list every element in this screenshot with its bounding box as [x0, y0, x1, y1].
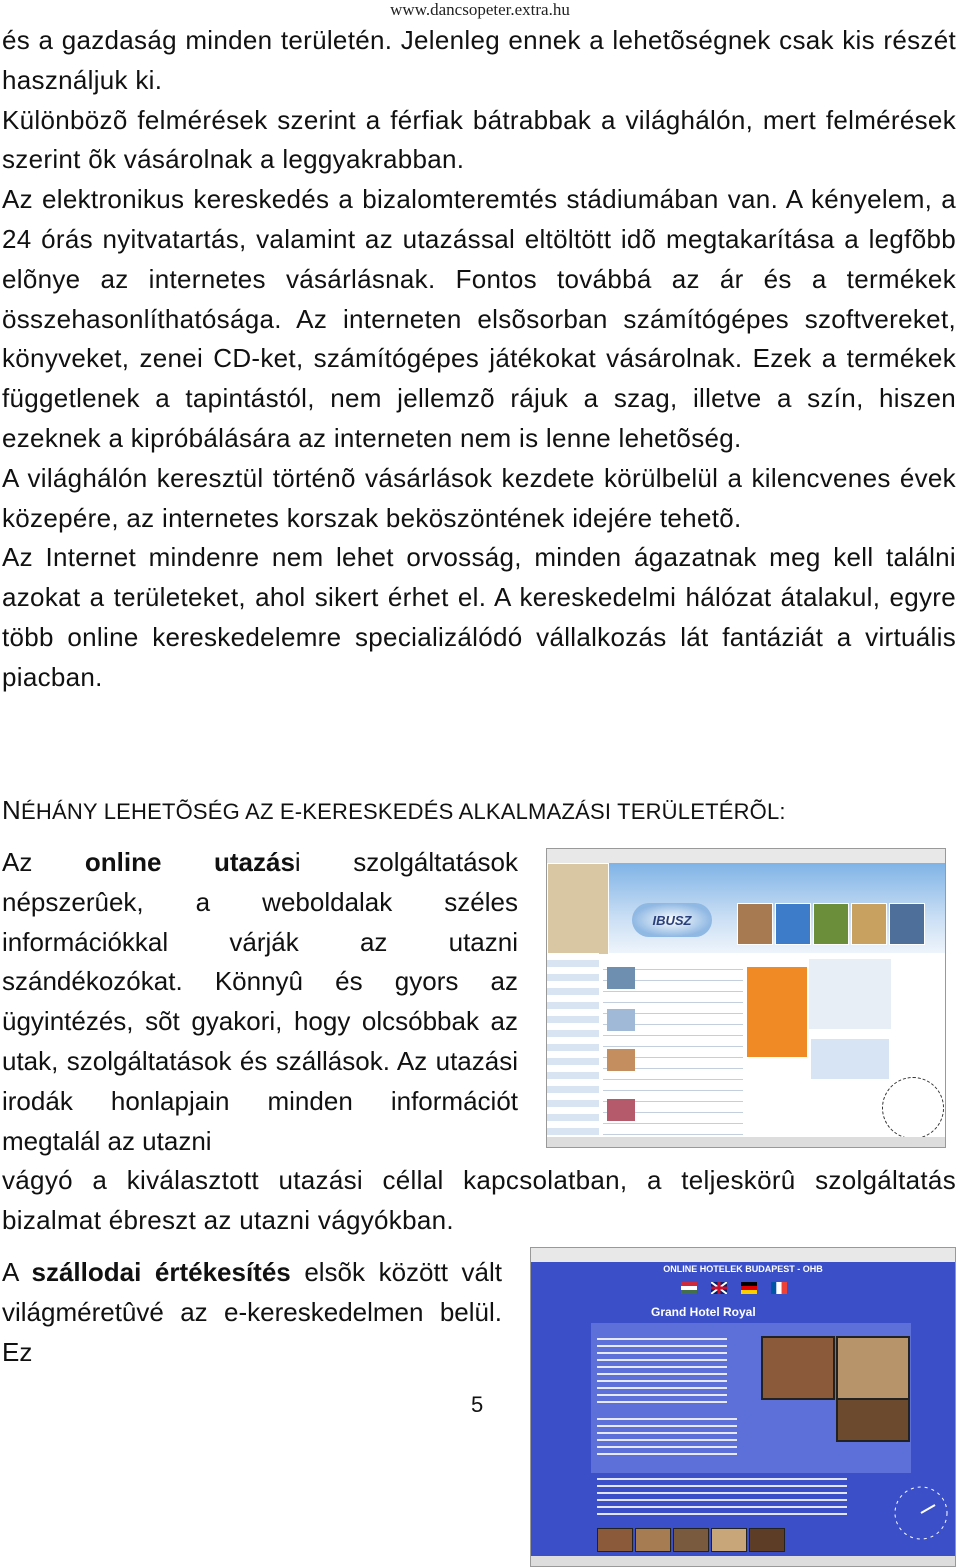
thumb-1 [597, 1528, 633, 1552]
browser-toolbar [531, 1248, 955, 1263]
browser-status-bar [547, 1137, 945, 1147]
ibusz-logo [632, 903, 712, 937]
ohb-banner: ONLINE HOTELEK BUDAPEST - OHB [663, 1264, 823, 1274]
uk-flag-icon [711, 1282, 727, 1294]
hotel-text: elsõk között vált világméretûvé az e-kereskedelmen belül. Ez [2, 1257, 502, 1367]
ski-photo [547, 863, 609, 955]
travel-bold-utazas: utazás [214, 847, 295, 877]
german-flag-icon [741, 1282, 757, 1294]
heading-initial: N [2, 795, 21, 825]
ibusz-sidebar-menu [547, 953, 599, 1148]
thumb-photo-4 [851, 903, 887, 945]
room-photo-2 [836, 1336, 910, 1400]
right-panel [811, 1039, 889, 1079]
ibusz-website-screenshot [546, 848, 946, 1148]
paragraph-1: és a gazdaság minden területén. Jelenleg ennek a lehetõségnek csak kis részét használjuk ki. [2, 25, 956, 95]
thumb-photo-1 [737, 903, 773, 945]
paragraph-5: Az Internet mindenre nem lehet orvosság, minden ágazatnak meg kell találni azokat a területeket, ahol sikert érhet el. A kereskedelmi hálózat átalakul, egyre több online kereskedelemre specializálódó vállalkozás lát fantáziát a virtuális piacban. [2, 542, 956, 692]
room-photo-1 [761, 1336, 835, 1400]
paragraph-4: A világhálón keresztül történõ vásárlások kezdete körülbelül a kilencvenes évek közepére, az internetes korszak beköszöntének idejére tehetõ. [2, 462, 956, 533]
content-thumb-4 [607, 1099, 635, 1121]
body-text [2, 21, 956, 698]
thumb-photo-2 [775, 903, 811, 945]
thumb-4 [711, 1528, 747, 1552]
hotel-details-text [597, 1338, 727, 1408]
content-thumb-2 [607, 1009, 635, 1031]
paragraph-2: Különbözõ felmérések szerint a férfiak bátrabbak a világhálón, mert felmérések szerint õk vásárolnak a leggyakrabban. [2, 104, 956, 175]
logo-icon [632, 903, 712, 937]
page-header-url: www.dancsopeter.extra.hu [390, 0, 570, 19]
travel-bold-online: online [84, 847, 162, 877]
thumb-3 [673, 1528, 709, 1552]
section-heading [2, 795, 786, 826]
travel-continuation: vágyó a kiválasztott utazási céllal kapcsolatban, a teljeskörû szolgáltatás bizalmat ébreszt az utazni vágyókban. [2, 1165, 956, 1235]
browser-toolbar [547, 849, 945, 864]
paragraph-3: Az elektronikus kereskedés a bizalomteremtés stádiumában van. A kényelem, a 24 órás nyitvatartás, valamint az utazással eltöltött idõ megtakarítása a legfõbb elõnye az internetes vásárlásnak. Fontos továbbá az ár és a termékek összehasonlíthatósága. Az interneten elsõsorban számítógépes szoftvereket, könyveket, zenei CD-ket, számítógépes játékokat vásárolnak. Ezek a termékek függetlenek a tapintástól, nem jellemzõ rájuk a szag, illetve a szín, hiszen ezeknek a kipróbálására az interneten nem is lenne lehetõség. [2, 184, 956, 453]
french-flag-icon [771, 1282, 787, 1294]
content-thumb-1 [607, 967, 635, 989]
clock-icon [882, 1077, 944, 1139]
thumb-photo-3 [813, 903, 849, 945]
ibusz-promo-box [747, 967, 807, 1057]
thumb-2 [635, 1528, 671, 1552]
hungarian-flag-icon [681, 1282, 697, 1294]
hotel-name: Grand Hotel Royal [651, 1305, 756, 1319]
travel-paragraph [2, 843, 518, 1161]
heading-rest: ÉHÁNY LEHETÕSÉG AZ E-KERESKEDÉS ALKALMAZÁSI TERÜLETÉRÕL: [20, 799, 786, 824]
hotel-paragraph [2, 1253, 502, 1372]
hotel-prefix: A [2, 1257, 32, 1287]
content-thumb-3 [607, 1049, 635, 1071]
room-photo-3 [836, 1398, 910, 1442]
hotel-bold: szállodai értékesítés [31, 1257, 291, 1287]
booking-links [597, 1418, 737, 1458]
services-text [597, 1478, 847, 1518]
thumb-photo-5 [889, 903, 925, 945]
clock-icon [891, 1483, 951, 1543]
ohb-website-screenshot [530, 1247, 956, 1567]
travel-prefix: Az [2, 847, 85, 877]
travel-text: i szolgáltatások népszerûek, a weboldalak széles információkkal várják az utazni szándékozókat. Könnyû és gyors az ügyintézés, sõt gyakori, hogy olcsóbbak az utak, szolgáltatások és szállások. Az utazási irodák honlapjain minden információt megtalál az utazni [2, 847, 518, 1156]
ibusz-search-box [809, 959, 891, 1029]
thumb-5 [749, 1528, 785, 1552]
page-number: 5 [471, 1392, 484, 1417]
ibusz-banner [547, 863, 945, 953]
svg-text:IBUSZ: IBUSZ [652, 913, 692, 928]
